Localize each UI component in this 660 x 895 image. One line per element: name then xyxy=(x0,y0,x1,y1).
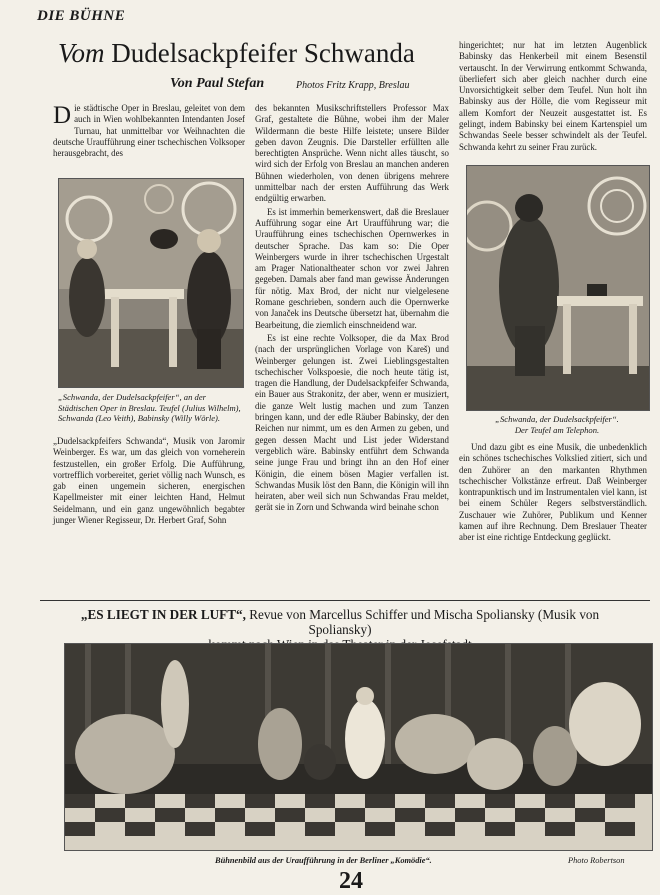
page-number: 24 xyxy=(339,868,363,894)
col2-paragraph-3: Es ist eine rechte Volksoper, die da Max Brod (nach der ursprünglichen Vorlage von Kareš) und Weinberger gelungen ist. Zwei Lieblingsgestalten tschechischer Volkspoesie, die noch heute tätig ist, tragen die Handlung, der Dudelsackpfeifer Schwanda, ein Bauer aus Strakonitz, der aber, wenn er musiziert, die ganze Welt lustig machen und zum Tanzen bringen kann, und der edle Räuber Babinsky, der den Reichen nur nimmt, um es den Armen zu geben, und gegen dessen Macht und List jeder Widerstand vergeblich wäre. Babinsky entführt dem Schwanda seine junge Frau und bringt ihn an den Hof einer Königin, die einem bösen Magier verfallen ist. Schwandas Musik löst den Bann, die Königin will ihn heiraten, aber weil sich nun Schwandas Frau meldet, gerät sie in Zorn und Schwanda wird beinahe schon xyxy=(255,332,449,513)
col3-paragraph-1: hingerichtet; nur hat im letzten Augenblick Babinsky das Henkerbeil mit einem Besenstil vertauscht. In der Verwirrung entkommt Schwanda, überliefert sich aber gleich nachher durch eine Unvorsichtigkeit selber dem Teufel. Nun holt ihn Babinsky aus der Hölle, die vom Regisseur mit allem Komfort der Neuzeit ausgestattet ist. Es gelingt, indem Babinsky bei einem Kartenspiel um Schwandas Seele besser schwindelt als der Teufel. Schwanda kehrt zu seiner Frau zurück. xyxy=(459,40,647,152)
photo-1-caption: „Schwanda, der Dudelsackpfeifer“, an der Städtischen Oper in Breslau. Teufel (Julius Wilhelm), Schwanda (Leo Veith), Babinsky (Willy Wörle). xyxy=(58,392,241,424)
column-1-bottom xyxy=(53,436,245,528)
revue-photo-caption: Bühnenbild aus der Uraufführung in der Berliner „Komödie“. xyxy=(215,856,432,865)
column-3-top xyxy=(459,40,647,155)
drop-cap: D xyxy=(53,102,72,129)
title-vom: Vom xyxy=(58,38,105,68)
column-1-top xyxy=(53,103,245,161)
col2-paragraph-2: Es ist immerhin bemerkenswert, daß die Breslauer Aufführung sogar eine Art Uraufführung war; die Uraufführung eines tschechischen Opernwerkes in deutscher Sprache. Das kam so: Die Oper Weinbergers wurde in ihrer tschechischen Urgestalt am Prager Nationaltheater schon vor zwei Jahren gegeben. Damals aber fand man gewisse Änderungen für nötig. Max Brod, der nicht nur vielgelesene Romane geschrieben, sondern auch die Opernwerke von Janaček ins Deutsche übersetzt hat, übernahm die Bearbeitung, die ziemlich einschneidend war. xyxy=(255,206,449,330)
photo-2-caption-line-1: „Schwanda, der Dudelsackpfeifer“. xyxy=(495,414,619,424)
revue-stage-image xyxy=(65,644,652,850)
revue-subtitle: Revue von Marcellus Schiffer und Mischa Spoliansky (Musik von Spoliansky) xyxy=(249,607,600,637)
article-title xyxy=(58,38,415,69)
stage-scene-image xyxy=(59,179,243,387)
column-3-bottom xyxy=(459,442,647,546)
photo-2-caption xyxy=(466,414,648,435)
title-main: Dudelsackpfeifer Schwanda xyxy=(111,38,415,68)
article-byline: Von Paul Stefan xyxy=(170,76,265,91)
revue-photo-credit: Photo Robertson xyxy=(568,856,625,865)
section-divider xyxy=(40,600,650,601)
col3-paragraph-2: Und dazu gibt es eine Musik, die unbedenklich ein schönes tschechisches Volkslied zitiert, sich und den Zuhörer an den markanten Rhythmen tschechischer Volkstänze erfreut. Daß Weinberger kontrapunktisch und im Instrumentalen viel kann, ist bei einem Schüler Regers selbstverständlich. Zuschauer wie Zuhörer, Publikum und Kenner kamen auf ihre Rechnung. Dem Breslauer Theater aber ist eine richtige Entdeckung geglückt. xyxy=(459,442,647,543)
revue-stage-photo xyxy=(64,643,653,851)
section-header: DIE BÜHNE xyxy=(37,8,126,24)
schwanda-stage-photo-2 xyxy=(466,165,650,411)
col1-paragraph-2: „Dudelsackpfeifers Schwanda“, Musik von Jaromir Weinberger. Es war, um das gleich von vorneherein festzustellen, ein großer Erfolg. Die Aufführung, vortrefflich vorbereitet, geriet völlig nach Wunsch, es gab einen ungemein sicheren, energischen Kapellmeister mit einer leichten Hand, Helmut Seidelmann, und ein ganz ungewöhnlich begabter junger Wiener Regisseur, Dr. Herbert Graf, Sohn xyxy=(53,436,245,526)
devil-telephone-image xyxy=(467,166,649,410)
col1-paragraph-1: ie städtische Oper in Breslau, geleitet von dem auch in Wien wohlbekannten Intendanten Josef Turnau, hat unmittelbar vor Weihnachten die deutsche Uraufführung einer tschechischen Volksoper herausgebracht, des xyxy=(53,103,245,159)
column-2 xyxy=(255,103,449,516)
article-photo-credit: Photos Fritz Krapp, Breslau xyxy=(296,80,410,91)
photo-2-caption-line-2: Der Teufel am Telephon. xyxy=(514,424,600,435)
revue-title: „ES LIEGT IN DER LUFT“, xyxy=(80,607,246,622)
schwanda-stage-photo-1 xyxy=(58,178,244,388)
col2-paragraph-1: des bekannten Musikschriftstellers Professor Max Graf, gestaltete die Bühne, wobei ihm der Maler Wildermann die beste Hilfe leistete; unsere Bilder geben davon Zeugnis. Die Darsteller erfüllten alle berechtigten Ansprüche. Wenn nicht alles täuscht, so wird sich der Erfolg von Breslau an manchen anderen Bühnen wiederholen, von denen übrigens mehrere unmittelbar nach der ersten Aufführung das Werk endgültig erwarben. xyxy=(255,103,449,204)
